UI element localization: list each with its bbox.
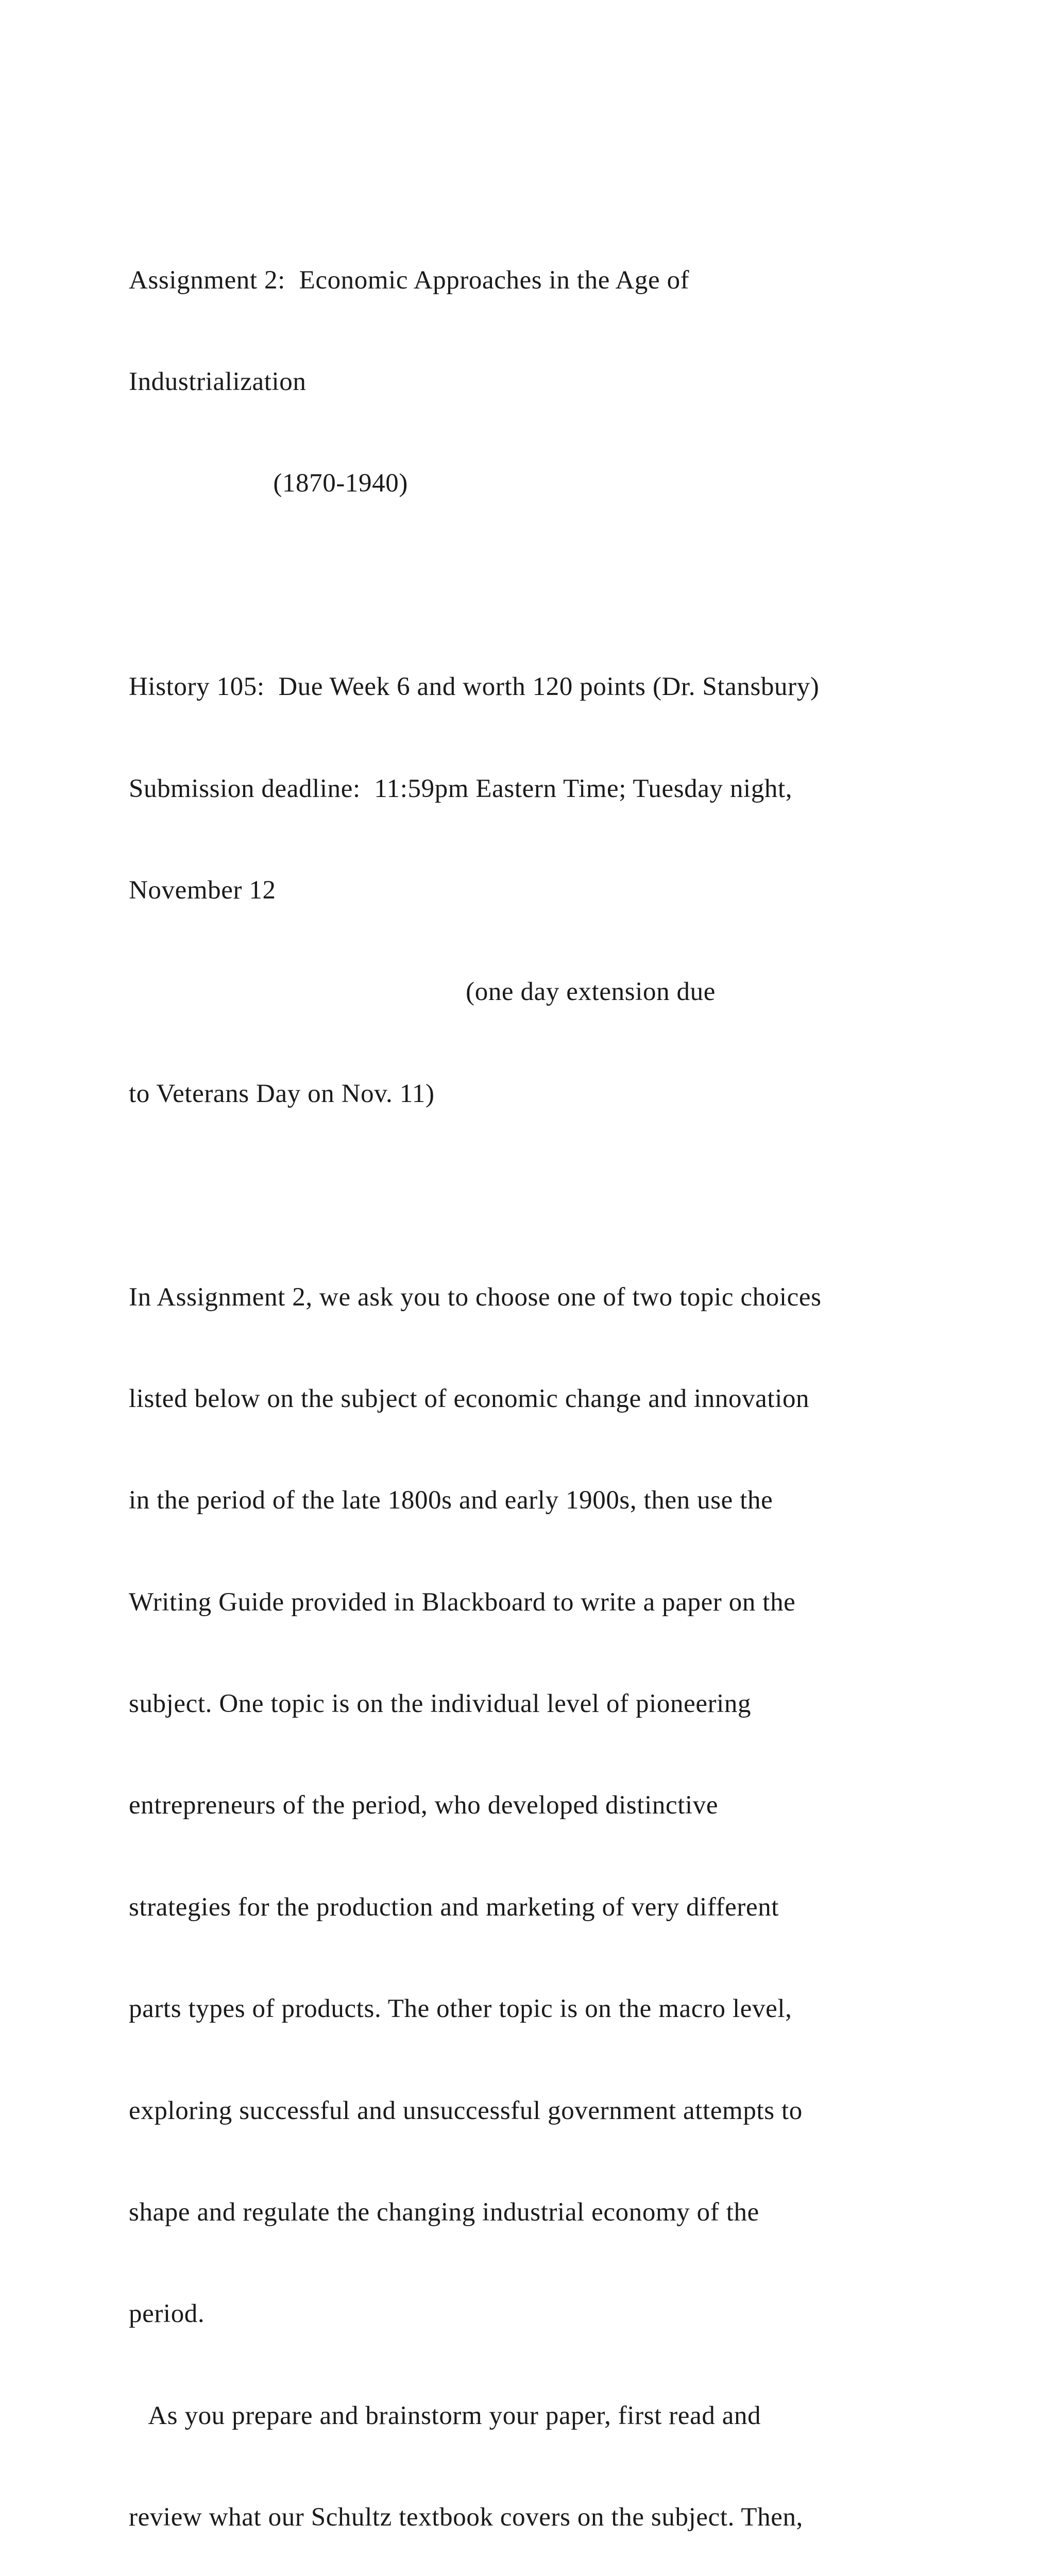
body-line: shape and regulate the changing industrial economy of the [129,2198,759,2227]
body-line: period. [129,2299,205,2329]
body-line: As you prepare and brainstorm your paper, first read and [129,2401,761,2430]
body-line: review what our Schultz textbook covers on the subject. Then, [129,2503,803,2532]
blank-line [129,569,953,603]
title-line: Industrialization [129,367,307,396]
body-line: strategies for the production and marketing of very different [129,1892,779,1922]
body-line: exploring successful and unsuccessful government attempts to [129,2096,803,2125]
course-line: History 105: Due Week 6 and worth 120 points (Dr. Stansbury) [129,672,820,702]
body-line: entrepreneurs of the period, who developed distinctive [129,1791,719,1820]
body-line: in the period of the late 1800s and early 1900s, then use the [129,1486,773,1515]
body-line: Writing Guide provided in Blackboard to write a paper on the [129,1587,796,1617]
date-range-line: (1870-1940) [129,469,408,498]
body-line: subject. One topic is on the individual level of pioneering [129,1689,752,1719]
title-line: Assignment 2: Economic Approaches in the Age of [129,265,690,295]
deadline-line: November 12 [129,875,276,905]
body-line: In Assignment 2, we ask you to choose one of two topic choices [129,1282,822,1312]
document-body [129,196,953,2576]
body-line: listed below on the subject of economic change and innovation [129,1384,810,1413]
extension-line: to Veterans Day on Nov. 11) [129,1079,435,1108]
extension-line: (one day extension due [129,977,716,1007]
body-line: parts types of products. The other topic is on the macro level, [129,1994,792,2024]
deadline-line: Submission deadline: 11:59pm Eastern Time; Tuesday night, [129,774,793,803]
blank-line [129,1179,953,1213]
